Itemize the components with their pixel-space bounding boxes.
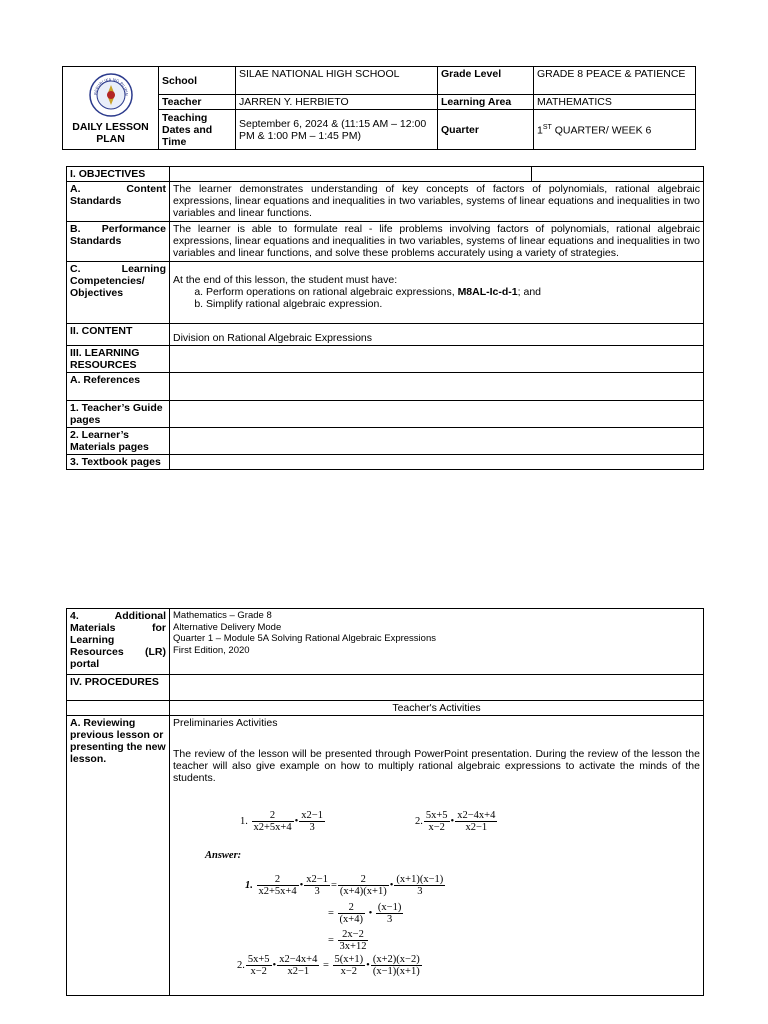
teachers-guide-label: 1. Teacher’s Guide pages (67, 401, 170, 428)
fraction (338, 902, 365, 925)
numerator: 2 (252, 810, 294, 822)
logo-cell (63, 67, 159, 150)
objectives-blank-2 (532, 167, 704, 182)
fraction (338, 929, 369, 952)
denominator: x−2 (250, 966, 267, 977)
content-standards-text: The learner demonstrates understanding of key concepts of factors of polynomials, rational algebraic expressions, linear equations and inequalities in two variables, systems of linear equations and inequalities in two variables and linear functions. (170, 182, 704, 222)
objectives-table (66, 166, 704, 470)
fraction (424, 810, 450, 833)
equals-sign: = (328, 934, 334, 946)
content-section-label: II. CONTENT (67, 324, 170, 346)
denominator: x2+5x+4 (253, 822, 292, 833)
fraction (371, 954, 422, 977)
times-dot: • (368, 907, 373, 919)
dates-value: September 6, 2024 & (11:15 AM – 12:00 PM & 1:00 PM – 1:45 PM) (236, 110, 438, 150)
objectives-label: I. OBJECTIVES (67, 167, 170, 182)
problem-1 (240, 810, 326, 833)
competency-a-code: M8AL-Ic-d-1 (457, 286, 518, 298)
fraction (333, 954, 366, 977)
equals-sign: = (328, 907, 334, 919)
numerator: (x+1)(x−1) (396, 874, 444, 885)
times-dot: • (272, 959, 277, 971)
teachers-activities-header: Teacher's Activities (170, 701, 704, 716)
denominator: x2+5x+4 (258, 886, 297, 897)
performance-standards-text: The learner is able to formulate real - life problems involving factors of polynomials, rational algebraic expressions, linear equations and inequalities in two variables, systems of linear equations and inequalities in two variables and linear functions, and solve these problems accurately using a variety of strategies. (170, 222, 704, 262)
area-value: MATHEMATICS (534, 95, 696, 110)
numerator: 2x−2 (338, 929, 369, 941)
textbook-label: 3. Textbook pages (67, 455, 170, 470)
additional-line-4: First Edition, 2020 (173, 644, 250, 656)
fraction (246, 954, 272, 977)
dates-label: Teaching Dates and Time (159, 110, 236, 150)
numerator: (x−1) (377, 902, 402, 913)
fraction (376, 902, 403, 925)
teachers-guide-blank (170, 401, 704, 428)
competency-a-tail: ; and (517, 286, 542, 298)
denominator: 3 (417, 886, 423, 897)
numerator: 2 (257, 874, 299, 886)
numerator: 2 (338, 874, 389, 886)
denominator: 3x+12 (339, 941, 367, 952)
numerator: x2−1 (301, 810, 323, 821)
answer-2-line-1 (237, 954, 423, 977)
competency-a (206, 286, 700, 298)
additional-line-2: Alternative Delivery Mode (173, 621, 282, 633)
denominator: x−2 (340, 966, 358, 977)
fraction (394, 874, 445, 897)
additional-materials-label: 4. Additional Materials for Learning Resources (LR) portal (67, 609, 170, 675)
additional-line-1: Mathematics – Grade 8 (173, 610, 272, 621)
plan-title: DAILY LESSON PLAN (72, 121, 149, 145)
answer-1-line-1 (245, 874, 446, 897)
resources-label: III. LEARNING RESOURCES (67, 346, 170, 373)
quarter-rest: QUARTER/ WEEK 6 (551, 124, 652, 137)
competencies-cell (170, 262, 704, 324)
numerator: 5x+5 (425, 810, 448, 821)
resources-blank (170, 346, 704, 373)
header-table (62, 66, 696, 150)
content-section-value: Division on Rational Algebraic Expressions (170, 324, 704, 346)
competencies-label: C. Learning Competencies/ Objectives (67, 262, 170, 324)
deped-seal-icon (89, 73, 133, 117)
competency-a-text: Perform operations on rational algebraic expressions, (206, 286, 458, 298)
quarter-sup: ST (542, 124, 552, 132)
answer-label: Answer: (205, 850, 242, 861)
denominator: x2−1 (287, 966, 310, 977)
denominator: (x+4)(x+1) (339, 886, 387, 897)
times-dot: • (366, 959, 370, 971)
numerator: (x+2)(x−2) (372, 954, 420, 965)
fraction (257, 874, 299, 897)
competencies-list (173, 286, 700, 310)
learners-materials-blank (170, 428, 704, 455)
denominator: 3 (386, 914, 393, 925)
denominator: 3 (314, 886, 320, 897)
answer-1-line-3 (328, 929, 369, 952)
quarter-num: 1 (537, 124, 543, 137)
denominator: (x−1)(x+1) (372, 966, 420, 977)
fraction (299, 810, 325, 833)
additional-materials-cell (170, 609, 704, 675)
times-dot: • (389, 879, 394, 891)
numerator: x2−4x+4 (457, 810, 496, 821)
learners-materials-label: 2. Learner’s Materials pages (67, 428, 170, 455)
numerator: 2 (338, 902, 365, 914)
answer-1-label: 1. (245, 879, 253, 891)
grade-label: Grade Level (438, 67, 534, 95)
activities-header-blank (67, 701, 170, 716)
fraction (252, 810, 294, 833)
teacher-value: JARREN Y. HERBIETO (236, 95, 438, 110)
review-text: The review of the lesson will be presented through PowerPoint presentation. During the review of the lesson the teacher will also give example on how to multiply rational algebraic expressions to activate the minds of the students. (173, 748, 700, 784)
numerator: 5(x+1) (334, 954, 364, 965)
times-dot: • (450, 815, 455, 827)
fraction (455, 810, 497, 833)
procedures-table (66, 608, 704, 996)
textbook-blank (170, 455, 704, 470)
problem-1-label: 1. (240, 815, 248, 827)
competencies-intro: At the end of this lesson, the student must have: (173, 274, 398, 286)
denominator: x−2 (428, 822, 445, 833)
quarter-label: Quarter (438, 110, 534, 150)
seal-text: REPUBLIKA NG PILIPIN (92, 76, 129, 96)
problem-2 (415, 810, 498, 833)
fraction (338, 874, 389, 897)
objectives-blank-1 (170, 167, 532, 182)
area-label: Learning Area (438, 95, 534, 110)
times-dot: • (294, 815, 299, 827)
school-value: SILAE NATIONAL HIGH SCHOOL (236, 67, 438, 95)
competency-b: b. Simplify rational algebraic expression. (206, 298, 700, 310)
references-blank (170, 373, 704, 401)
numerator: x2−1 (306, 874, 328, 885)
review-cell (170, 716, 704, 996)
numerator: 5x+5 (247, 954, 270, 965)
grade-value: GRADE 8 PEACE & PATIENCE (534, 67, 696, 95)
school-label: School (159, 67, 236, 95)
equals-sign: = (322, 959, 329, 971)
references-label: A. References (67, 373, 170, 401)
denominator: 3 (309, 822, 315, 833)
denominator: x2−1 (465, 822, 488, 833)
review-label: A. Reviewing previous lesson or presenting the new lesson. (67, 716, 170, 996)
quarter-value (534, 110, 696, 150)
problem-2-label: 2. (415, 815, 423, 827)
times-dot: • (299, 879, 304, 891)
math-block (173, 784, 700, 994)
performance-standards-label: B. Performance Standards (67, 222, 170, 262)
answer-1-line-2 (328, 902, 404, 925)
content-standards-label: A. Content Standards (67, 182, 170, 222)
fraction (304, 874, 330, 897)
fraction (277, 954, 319, 977)
denominator: (x+4) (339, 914, 363, 925)
preliminaries-title: Preliminaries Activities (173, 717, 278, 729)
additional-line-3: Quarter 1 – Module 5A Solving Rational Algebraic Expressions (173, 633, 436, 644)
teacher-label: Teacher (159, 95, 236, 110)
procedures-label: IV. PROCEDURES (67, 675, 170, 701)
procedures-blank (170, 675, 704, 701)
numerator: x2−4x+4 (279, 954, 318, 965)
answer-2-label: 2. (237, 959, 245, 971)
equals-sign: = (330, 879, 337, 891)
